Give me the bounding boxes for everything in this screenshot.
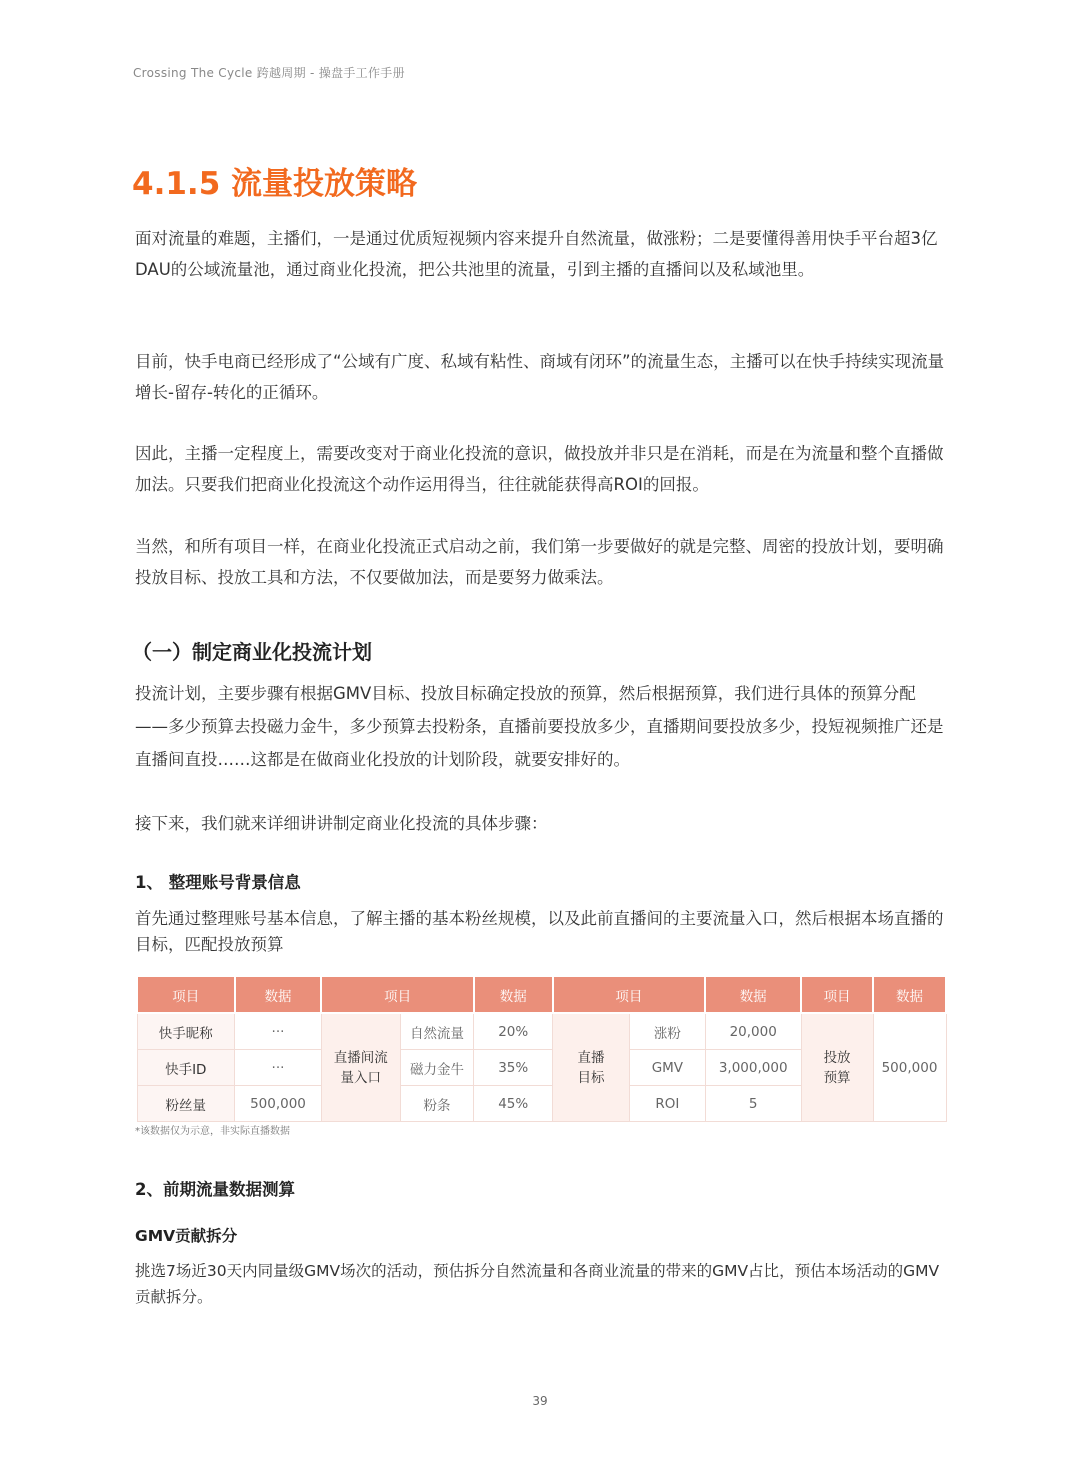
paragraph: 挑选7场近30天内同量级GMV场次的活动，预估拆分自然流量和各商业流量的带来的GMV占比，预估本场活动的GMV贡献拆分。 xyxy=(135,1262,940,1306)
section-title: 4.1.5 流量投放策略 xyxy=(132,166,418,202)
cell-value: 20,000 xyxy=(705,1013,801,1050)
paragraph: 当然，和所有项目一样，在商业化投流正式启动之前，我们第一步要做好的就是完整、周密的投放计划，要明确投放目标、投放工具和方法，不仅要做加法，而是要努力做乘法。 xyxy=(135,537,944,587)
cell-value: ··· xyxy=(235,1013,322,1050)
table-header: 数据 xyxy=(235,976,322,1013)
table-header: 项目 xyxy=(137,976,235,1013)
account-info-table xyxy=(136,975,947,1122)
cell-group: 投放预算 xyxy=(801,1013,873,1122)
cell-label: 快手ID xyxy=(137,1050,235,1086)
sub-heading: GMV贡献拆分 xyxy=(135,1227,238,1245)
step-heading: 1、 整理账号背景信息 xyxy=(135,873,301,892)
paragraph: 接下来，我们就来详细讲讲制定商业化投流的具体步骤： xyxy=(135,814,548,833)
table-header: 数据 xyxy=(705,976,801,1013)
table-header: 项目 xyxy=(321,976,473,1013)
cell-value: 20% xyxy=(474,1013,553,1050)
cell-label: 磁力金牛 xyxy=(400,1050,474,1086)
paragraph: 面对流量的难题，主播们，一是通过优质短视频内容来提升自然流量，做涨粉；二是要懂得善用快手平台超3亿DAU的公域流量池，通过商业化投流，把公共池里的流量，引到主播的直播间以及私域池里。 xyxy=(135,229,938,279)
step-heading: 2、前期流量数据测算 xyxy=(135,1180,295,1199)
table-row xyxy=(137,1013,946,1050)
subsection-heading: （一）制定商业化投流计划 xyxy=(132,640,372,664)
cell-value: 35% xyxy=(474,1050,553,1086)
cell-value: ··· xyxy=(235,1050,322,1086)
cell-label: GMV xyxy=(630,1050,706,1086)
cell-label: ROI xyxy=(630,1086,706,1122)
cell-label: 粉条 xyxy=(400,1086,474,1122)
paragraph: 目前，快手电商已经形成了“公域有广度、私域有粘性、商域有闭环”的流量生态，主播可以在快手持续实现流量增长-留存-转化的正循环。 xyxy=(135,352,945,402)
table-header: 数据 xyxy=(474,976,553,1013)
paragraph: 投流计划，主要步骤有根据GMV目标、投放目标确定投放的预算，然后根据预算，我们进行具体的预算分配——多少预算去投磁力金牛，多少预算去投粉条，直播前要投放多少，直播期间要投放多少，投短视频推广还是直播间直投……这都是在做商业化投放的计划阶段，就要安排好的。 xyxy=(135,684,944,769)
table-header: 项目 xyxy=(553,976,706,1013)
table-header-row xyxy=(137,976,946,1013)
cell-value: 3,000,000 xyxy=(705,1050,801,1086)
table-header: 数据 xyxy=(873,976,946,1013)
cell-value: 500,000 xyxy=(235,1086,322,1122)
cell-value: 45% xyxy=(474,1086,553,1122)
cell-value: 500,000 xyxy=(873,1013,946,1122)
cell-label: 涨粉 xyxy=(630,1013,706,1050)
table-header: 项目 xyxy=(801,976,873,1013)
paragraph: 因此，主播一定程度上，需要改变对于商业化投流的意识，做投放并非只是在消耗，而是在为流量和整个直播做加法。只要我们把商业化投流这个动作运用得当，往往就能获得高ROI的回报。 xyxy=(135,444,944,494)
cell-value: 5 xyxy=(705,1086,801,1122)
running-header: Crossing The Cycle 跨越周期 - 操盘手工作手册 xyxy=(133,66,405,80)
cell-group: 直播间流量入口 xyxy=(321,1013,400,1122)
cell-label: 粉丝量 xyxy=(137,1086,235,1122)
table-footnote: *该数据仅为示意，非实际直播数据 xyxy=(135,1126,290,1137)
page-number: 39 xyxy=(532,1394,548,1408)
cell-label: 自然流量 xyxy=(400,1013,474,1050)
paragraph: 首先通过整理账号基本信息，了解主播的基本粉丝规模，以及此前直播间的主要流量入口，然后根据本场直播的目标，匹配投放预算 xyxy=(135,909,944,954)
cell-group: 直播目标 xyxy=(553,1013,630,1122)
cell-label: 快手昵称 xyxy=(137,1013,235,1050)
